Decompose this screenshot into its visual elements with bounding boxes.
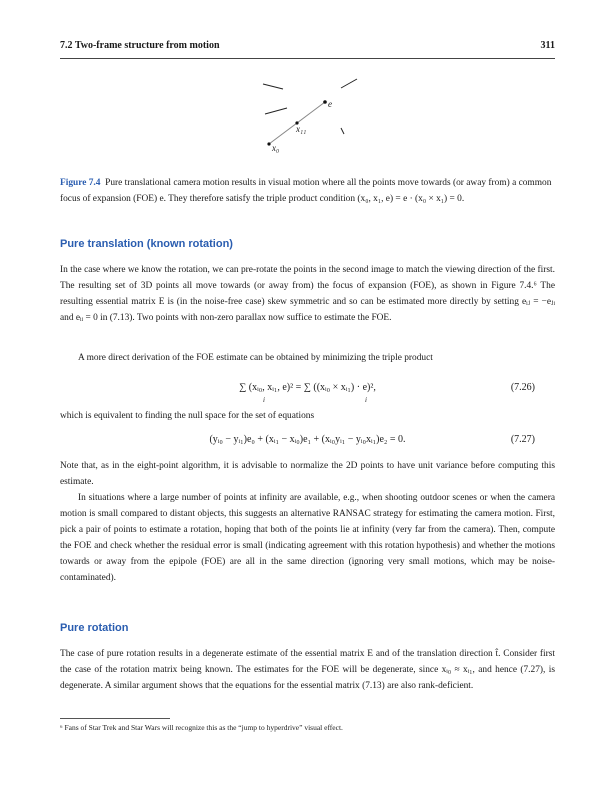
x0-point: [267, 142, 270, 145]
foe-point: [323, 100, 327, 104]
equation-7-27: [60, 432, 555, 452]
motion-line-4: [341, 128, 344, 134]
caption-label: Figure 7.4: [60, 178, 101, 188]
footnote-rule: [60, 718, 170, 719]
section-title-pure-translation: Pure translation (known rotation): [60, 238, 233, 250]
figure-caption: [60, 175, 555, 207]
paragraph-5: In situations where a large number of points at infinity are available, e.g., when shooting outdoor scenes or when the camera motion is small compared to distant objects, this suggests an alternative RANSAC strategy for estimating the camera motion. First, pick a pair of points to estimate a rotation, hoping that both of the points lie at infinity (very far from the camera). Then, compute the FOE and check whether the residual error is small (indicating agreement with this rotation hypothesis) and whether the motions towards or away from the epipole (FOE) are all in the same direction (ignoring very small motions, which may be noise-contaminated).: [60, 493, 555, 583]
caption-text: Pure translational camera motion results in visual motion where all the points move towards (or away from) a common focus of expansion (FOE) e. They therefore satisfy the triple product condition (x₀, x₁, e) = e · (x₀ × x₁) = 0.: [60, 178, 552, 204]
label-e: e: [328, 99, 332, 109]
equation-7-26-sum-index-1: i: [263, 396, 265, 404]
paragraph-1: In the case where we know the rotation, we can pre-rotate the points in the second image to match the viewing direction of the first. The resulting set of 3D points all move towards (or away from) the focus of expansion (FOE), as shown in Figure 7.4.⁶ The resulting essential matrix E is (in the noise-free case) skew symmetric and so can be estimated more directly by setting eᵢⱼ = −eⱼᵢ and eᵢᵢ = 0 in (7.13). Two points with non-zero parallax now suffice to estimate the FOE.: [60, 265, 555, 323]
paragraph-6: The case of pure rotation results in a degenerate estimate of the essential matrix E and of the translation direction t̂. Consider first the case of the rotation matrix being known. The estimates for the FOE will be degenerate, since xᵢ₀ ≈ xᵢ₁, and hence (7.27), is degenerate. A similar argument shows that the equations for the essential matrix (7.13) are also rank-deficient.: [60, 649, 555, 691]
paragraph-2: A more direct derivation of the FOE estimate can be obtained by minimizing the triple product: [78, 353, 433, 363]
foe-diagram-svg: [251, 70, 377, 154]
header-section: 7.2 Two-frame structure from motion: [60, 40, 220, 51]
figure-foe-diagram: [251, 70, 377, 154]
equation-7-26: [60, 380, 555, 404]
equation-7-26-body: ∑ (xᵢ₀, xᵢ₁, e)² = ∑ ((xᵢ₀ × xᵢ₁) · e)²,: [239, 382, 376, 393]
section-title-pure-rotation: Pure rotation: [60, 622, 129, 634]
motion-line-1: [263, 84, 283, 89]
equation-7-27-body: (yᵢ₀ − yᵢ₁)e₀ + (xᵢ₁ − xᵢ₀)e₁ + (xᵢ₀yᵢ₁ − yᵢ₀xᵢ₁)e₂ = 0.: [209, 434, 406, 445]
header-page-number: 311: [540, 40, 555, 51]
footnote: ⁶ Fans of Star Trek and Star Wars will recognize this as the “jump to hyperdrive” visual effect.: [60, 723, 343, 732]
equation-7-26-sum-index-2: i: [365, 396, 367, 404]
running-header: [60, 40, 555, 59]
label-x1: x₁₁: [296, 124, 307, 134]
paragraph-3: which is equivalent to finding the null space for the set of equations: [60, 411, 315, 421]
motion-line-2: [341, 79, 357, 88]
equation-7-26-number: (7.26): [510, 382, 535, 393]
equation-7-27-number: (7.27): [510, 434, 535, 445]
motion-line-3: [265, 108, 287, 114]
label-x0: x₀: [272, 143, 280, 153]
paragraph-4: Note that, as in the eight-point algorithm, it is advisable to normalize the 2D points to have unit variance before computing this estimate.: [60, 461, 555, 487]
